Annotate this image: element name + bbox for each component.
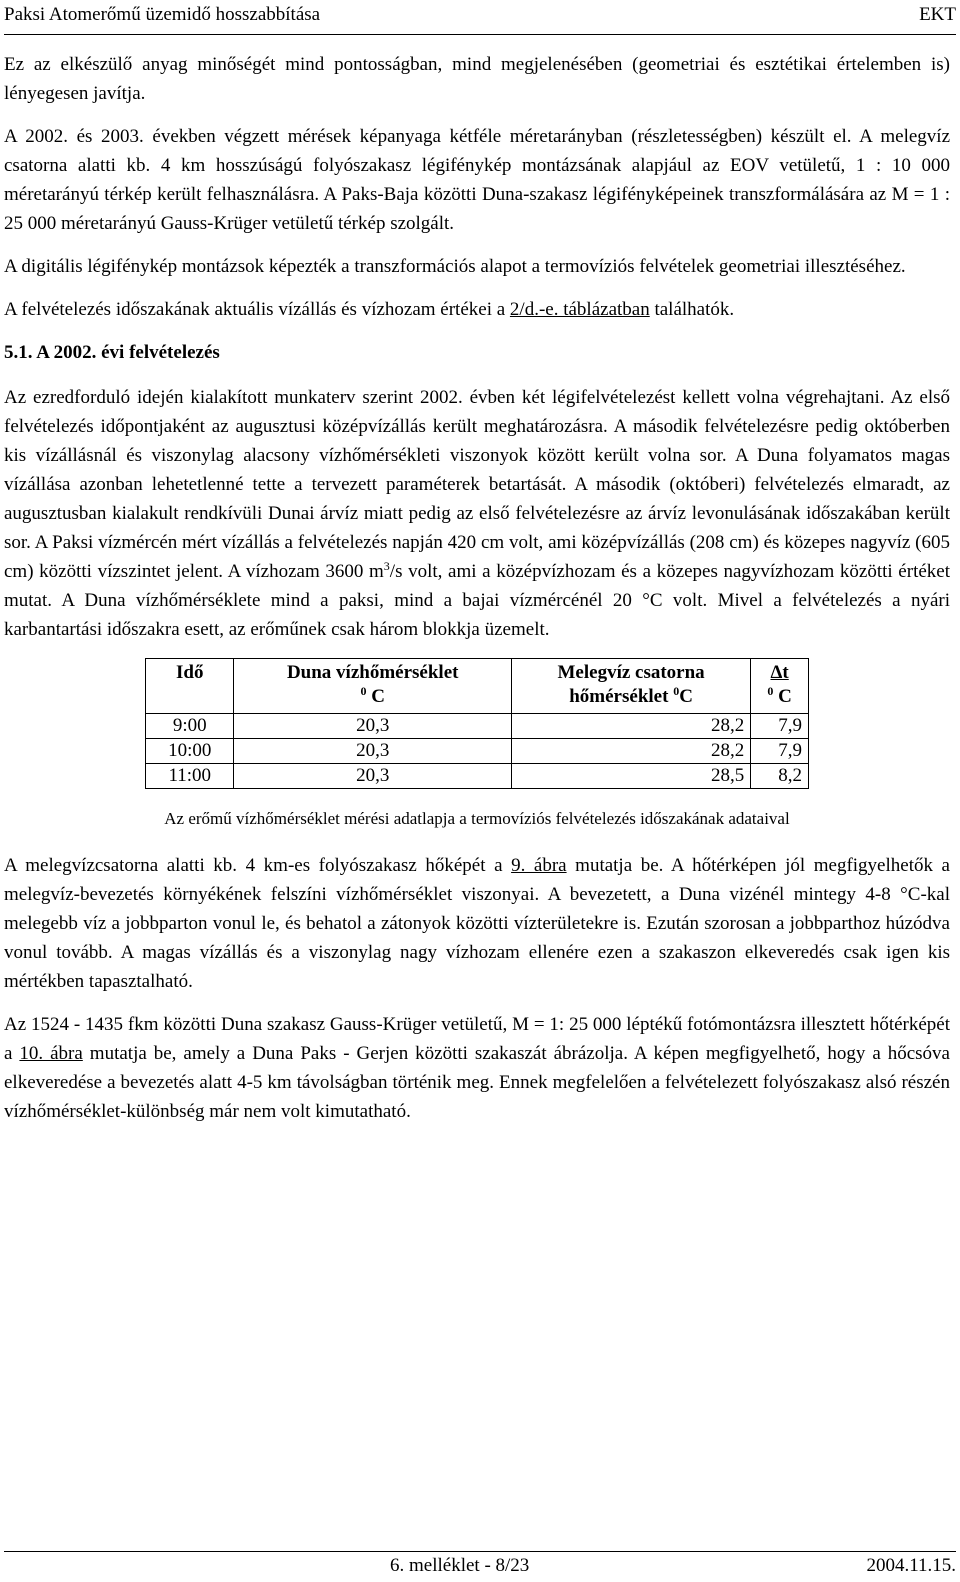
paragraph-4-text-b: találhatók. (649, 299, 735, 320)
paragraph-7-text-b: mutatja be, amely a Duna Paks - Gerjen közötti szakaszát ábrázolja. A képen megfigyelhető, hogy a hőcsóva elkeveredése a bevezetés alatt 4-5 km távolságban történik meg. Ennek megfelelően a felvételezett folyószakasz alsó részén vízhőmérséklet-különbség már nem volt kimutatható. (4, 1043, 950, 1122)
degree-sup: 0 (360, 684, 367, 698)
table-reference-link[interactable]: 2/d.-e. táblázatban (509, 299, 650, 320)
header-melegviz-unit: C (679, 686, 693, 707)
page-footer (4, 1551, 956, 1582)
cell-melegviz: 28,2 (511, 739, 750, 764)
section-heading: 5.1. A 2002. évi felvételezés (4, 342, 220, 363)
table-row (146, 739, 809, 764)
cell-duna: 20,3 (234, 714, 511, 739)
table-caption: Az erőmű vízhőmérséklet mérési adatlapja a termovíziós felvételezés időszakának adataival (164, 809, 790, 828)
header-org: EKT (919, 4, 956, 25)
paragraph-7-text-a: Az 1524 - 1435 fkm közötti Duna szakasz Gauss-Krüger vetületű, M = 1: 25 000 léptékű fotómontázsra illesztett hőtérképét a (4, 1014, 950, 1064)
cell-melegviz: 28,5 (511, 764, 750, 789)
figure-9-link[interactable]: 9. ábra (511, 855, 567, 876)
paragraph-2: A 2002. és 2003. években végzett mérések képanyaga kétféle méretarányban (részletességben) készült el. A melegvíz csatorna alatti kb. 4 km hosszúságú folyószakasz légifénykép montázsának alapjául az EOV vetületű, 1 : 10 000 méretarányú térkép került felhasználásra. A Paks-Baja közötti Duna-szakasz légifényképeinek transzformálására az M = 1 : 25 000 méretarányú Gauss-Krüger vetületű térkép szolgált. (4, 126, 950, 234)
header-duna-unit: C (371, 686, 385, 707)
paragraph-7 (4, 1010, 950, 1126)
header-duna (234, 659, 511, 714)
header-melegviz-line1: Melegvíz csatorna (557, 662, 705, 683)
degree-sup: 0 (673, 684, 680, 698)
header-melegviz-line2: hőmérséklet (569, 686, 669, 707)
paragraph-5-text-b: /s volt, ami a középvízhozam és a közepes nagyvízhozam közötti értéket mutat. A Duna vízhőmérséklete mind a paksi, mind a bajai vízmércénél 20 °C volt. Mivel a felvételezés a nyári karbantartási időszakra esett, az erőműnek csak három blokkja üzemelt. (4, 561, 950, 640)
paragraph-5 (4, 383, 950, 644)
degree-sup: 0 (767, 684, 774, 698)
document-body (4, 50, 950, 1140)
cell-melegviz: 28,2 (511, 714, 750, 739)
temperature-table (145, 658, 809, 789)
paragraph-5-text-a: Az ezredforduló idején kialakított munkaterv szerint 2002. évben két légifelvételezést kellett volna végrehajtani. Az első felvételezés időpontjaként az augusztusi középvízállás került meghatározásra. A második felvételezésre pedig októberben kis vízállásnál és viszonylag alacsony vízhőmérsékleti viszonyok között került volna sor. A Duna folyamatos magas vízállása azonban lehetetlenné tette a tervezett paraméterek betartását. A második (októberi) felvételezés elmaradt, az augusztusban kialakult rendkívüli Dunai árvíz miatt pedig az első felvételezésre az árvíz levonulásának időszakában került sor. A Paksi vízmércén mért vízállás a felvételezés napján 420 cm volt, ami középvízállás (208 cm) és közepes nagyvíz (605 cm) közötti vízszintet jelent. A vízhozam 3600 m (4, 387, 950, 582)
cell-time: 9:00 (146, 714, 234, 739)
table-row (146, 714, 809, 739)
paragraph-6-text-a: A melegvízcsatorna alatti kb. 4 km-es folyószakasz hőképét a (4, 855, 512, 876)
footer-date: 2004.11.15. (866, 1555, 956, 1576)
table-row (146, 764, 809, 789)
paragraph-4-text-a: A felvételezés időszakának aktuális vízállás és vízhozam értékei a (4, 299, 510, 320)
header-dt-line1: Δt (770, 662, 789, 683)
cell-duna: 20,3 (234, 739, 511, 764)
cell-duna: 20,3 (234, 764, 511, 789)
header-dt (751, 659, 809, 714)
header-melegviz (511, 659, 750, 714)
figure-10-link[interactable]: 10. ábra (19, 1043, 83, 1064)
page-header (4, 0, 956, 35)
paragraph-6 (4, 851, 950, 996)
cell-dt: 7,9 (751, 714, 809, 739)
footer-page-number: 6. melléklet - 8/23 (390, 1555, 530, 1576)
cell-dt: 8,2 (751, 764, 809, 789)
paragraph-4 (4, 295, 950, 324)
header-title: Paksi Atomerőmű üzemidő hosszabbítása (4, 4, 321, 25)
header-duna-line1: Duna vízhőmérséklet (286, 662, 459, 683)
paragraph-3: A digitális légifénykép montázsok képezték a transzformációs alapot a termovíziós felvételek geometriai illesztéséhez. (4, 256, 906, 277)
cell-time: 10:00 (146, 739, 234, 764)
superscript-3: 3 (383, 559, 390, 573)
header-ido-label: Idő (176, 662, 204, 683)
header-ido (146, 659, 234, 714)
paragraph-1: Ez az elkészülő anyag minőségét mind pontosságban, mind megjelenésében (geometriai és esztétikai értelemben is) lényegesen javítja. (4, 54, 950, 104)
cell-time: 11:00 (146, 764, 234, 789)
paragraph-6-text-b: mutatja be. A hőtérképen jól megfigyelhetők a melegvíz-bevezetés környékének felszíni vízhőmérséklet viszonyai. A bevezetett, a Duna vizénél mintegy 4-8 °C-kal melegebb víz a jobbparton vonul le, és behatol a zátonyok közötti vízterületekre is. Ezután szorosan a jobbparthoz húzódva vonul tovább. A magas vízállás és a viszonylag nagy vízhozam ellenére ezen a szakaszon elkeveredés csak igen kis mértékben tapasztalható. (4, 855, 950, 992)
cell-dt: 7,9 (751, 739, 809, 764)
table-header-row (146, 659, 809, 714)
header-dt-unit: C (778, 686, 792, 707)
